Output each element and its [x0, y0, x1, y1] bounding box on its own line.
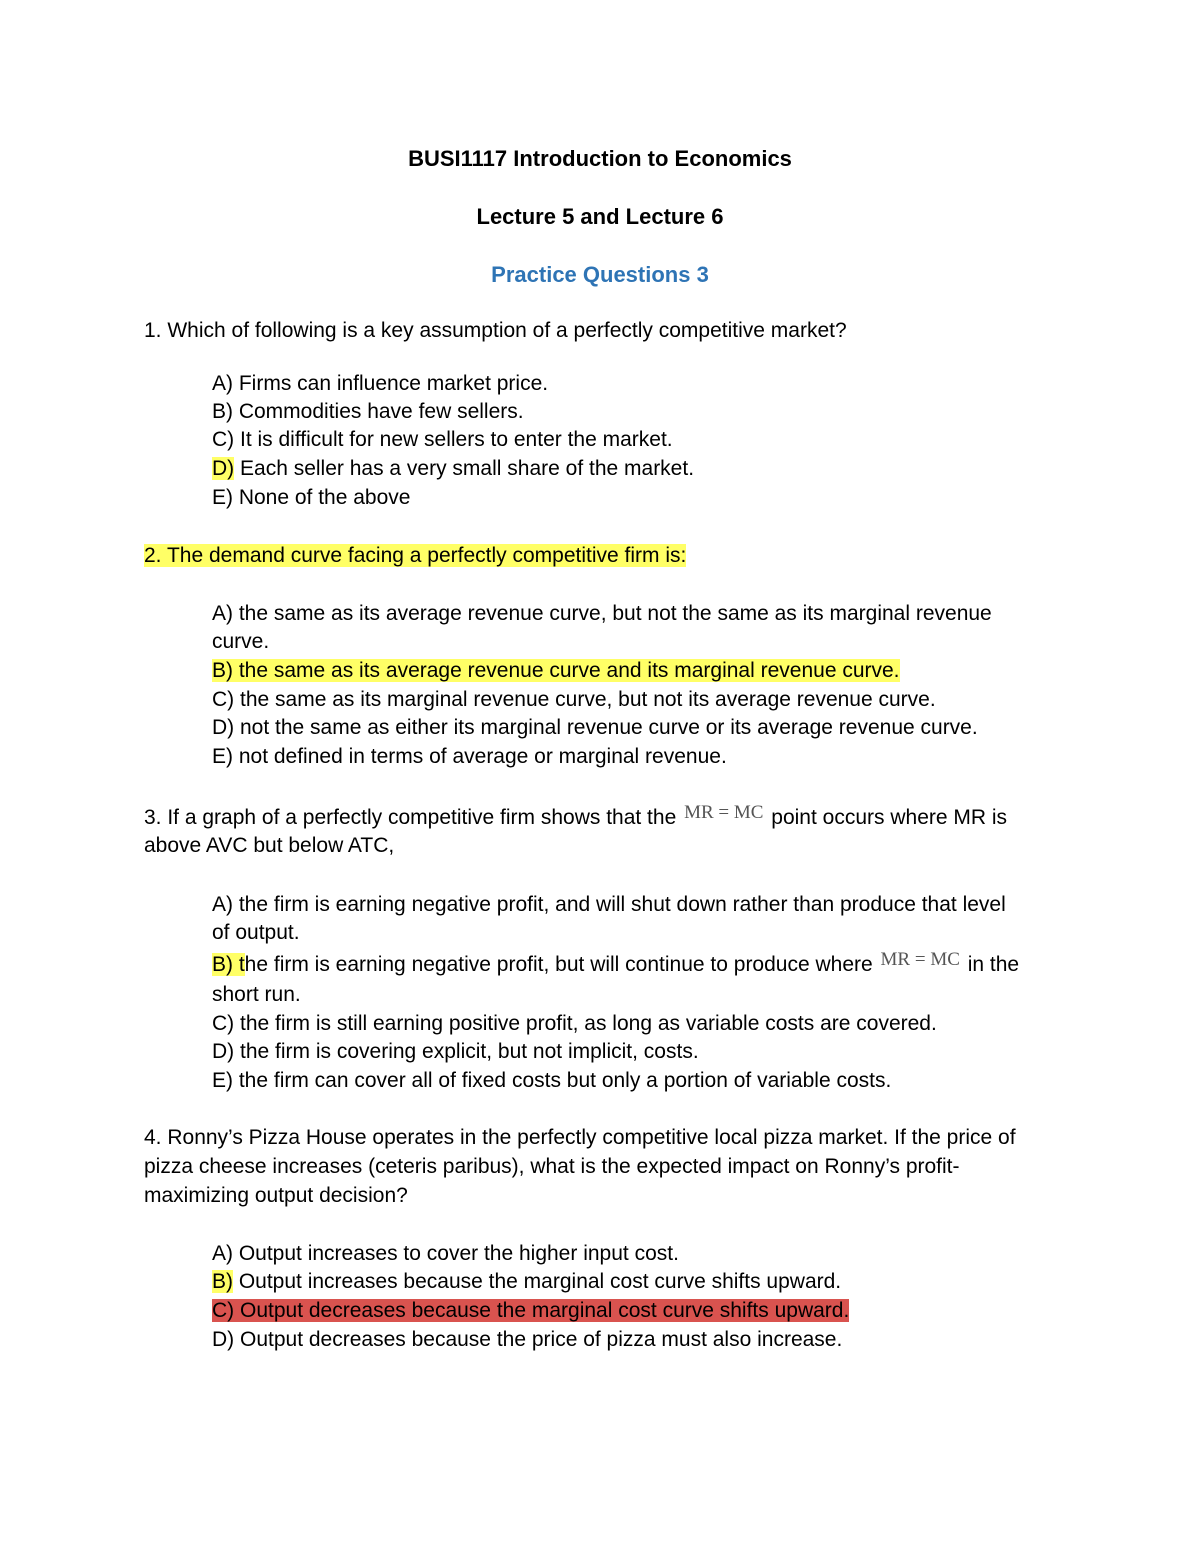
answer-highlight-red: C) Output decreases because the marginal cost curve shifts upward. — [212, 1299, 850, 1322]
question-3-text — [144, 804, 1007, 833]
q2-option-a: A) the same as its average revenue curve, but not the same as its marginal revenue — [212, 602, 992, 625]
question-4-text-cont-1: pizza cheese increases (ceteris paribus), what is the expected impact on Ronny’s profit- — [144, 1155, 960, 1178]
q3-option-a: A) the firm is earning negative profit, and will shut down rather than produce that level — [212, 893, 1006, 916]
q4-option-b-text: Output increases because the marginal cost curve shifts upward. — [233, 1270, 842, 1293]
q1-option-b: B) Commodities have few sellers. — [212, 400, 524, 423]
practice-subtitle: Practice Questions 3 — [491, 262, 709, 287]
q3-option-b-text-end: in the — [961, 953, 1020, 976]
question-3-text-cont: above AVC but below ATC, — [144, 834, 395, 857]
question-2-text — [144, 542, 686, 570]
q1-option-c: C) It is difficult for new sellers to enter the market. — [212, 428, 673, 451]
answer-highlight: B) the same as its average revenue curve and its marginal revenue curve. — [212, 659, 900, 682]
q2-option-e: E) not defined in terms of average or marginal revenue. — [212, 745, 727, 768]
question-3-text-end: point occurs where MR is — [765, 806, 1008, 829]
q4-option-a: A) Output increases to cover the higher input cost. — [212, 1242, 679, 1265]
q4-option-c — [212, 1297, 849, 1325]
q1-option-d-text: Each seller has a very small share of the market. — [234, 457, 695, 480]
q2-option-c: C) the same as its marginal revenue curve, but not its average revenue curve. — [212, 688, 936, 711]
q4-option-b — [212, 1268, 841, 1296]
question-3-text-start: 3. If a graph of a perfectly competitive firm shows that the — [144, 806, 683, 829]
mr-mc-equation: MR = MC — [880, 949, 960, 970]
question-4-text: 4. Ronny’s Pizza House operates in the perfectly competitive local pizza market. If the price of — [144, 1126, 1016, 1149]
q3-option-b — [212, 951, 1019, 980]
lecture-title: Lecture 5 and Lecture 6 — [476, 204, 724, 229]
q1-option-e: E) None of the above — [212, 486, 411, 509]
q3-option-b-text: he firm is earning negative profit, but will continue to produce where — [244, 953, 879, 976]
q2-option-a-cont: curve. — [212, 630, 270, 653]
q3-option-a-cont: of output. — [212, 921, 300, 944]
answer-highlight: B) t — [212, 953, 245, 976]
course-title: BUSI1117 Introduction to Economics — [408, 146, 792, 171]
q3-option-e: E) the firm can cover all of fixed costs but only a portion of variable costs. — [212, 1069, 892, 1092]
q3-option-b-cont: short run. — [212, 983, 301, 1006]
q2-option-b — [212, 657, 900, 685]
q1-option-d — [212, 455, 694, 483]
q3-option-d: D) the firm is covering explicit, but not implicit, costs. — [212, 1040, 699, 1063]
answer-highlight: B) — [212, 1270, 233, 1293]
question-1-text: 1. Which of following is a key assumption of a perfectly competitive market? — [144, 319, 847, 342]
q4-option-d: D) Output decreases because the price of pizza must also increase. — [212, 1328, 843, 1351]
question-4-text-cont-2: maximizing output decision? — [144, 1184, 408, 1207]
q3-option-c: C) the firm is still earning positive profit, as long as variable costs are covered. — [212, 1012, 937, 1035]
mr-mc-equation: MR = MC — [684, 802, 764, 823]
answer-highlight: D) — [212, 457, 235, 480]
q2-option-d: D) not the same as either its marginal revenue curve or its average revenue curve. — [212, 716, 978, 739]
question-2-highlight: 2. The demand curve facing a perfectly competitive firm is: — [144, 544, 687, 567]
q1-option-a: A) Firms can influence market price. — [212, 372, 549, 395]
